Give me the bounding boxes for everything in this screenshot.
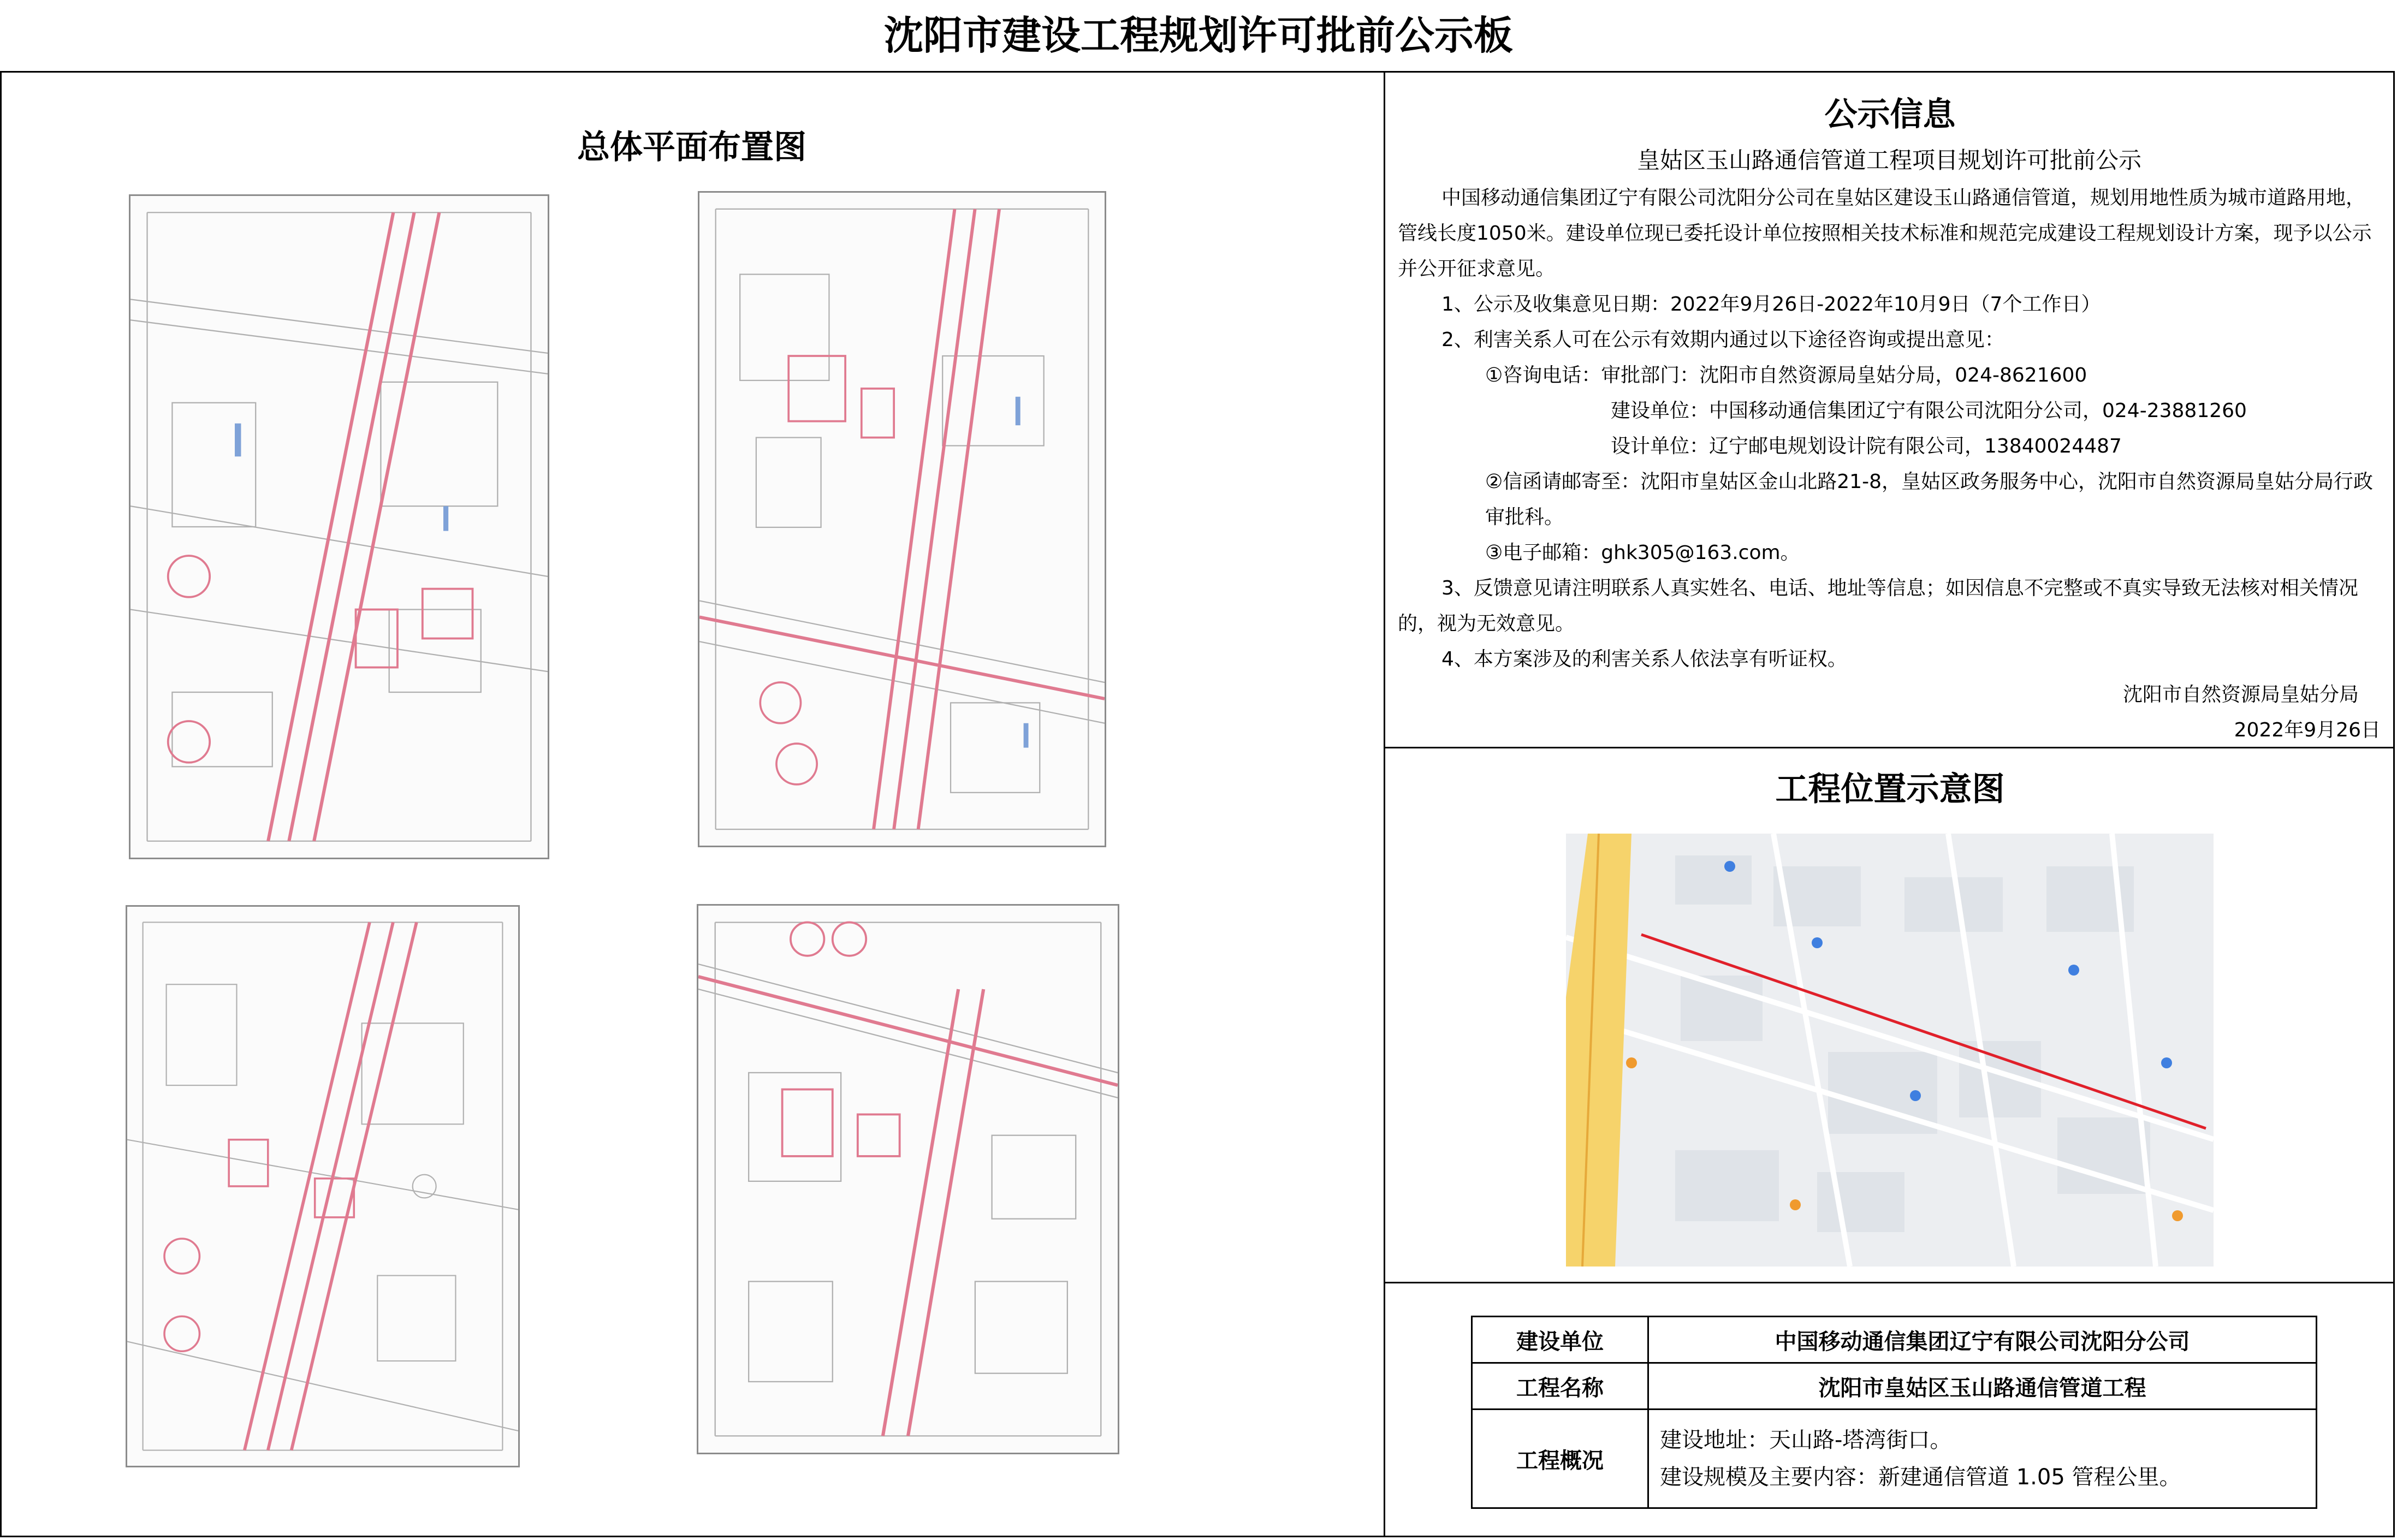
location-map <box>1566 834 2214 1267</box>
plan-sheet-4 <box>697 904 1119 1454</box>
notice-item-2: 2、利害关系人可在公示有效期内通过以下途径咨询或提出意见： <box>1441 329 2004 351</box>
notice-date: 2022年9月26日 <box>2234 719 2381 741</box>
divider-map-table <box>1384 1282 2395 1283</box>
table-key-project-name: 工程名称 <box>1472 1363 1648 1410</box>
plan-drawing-3 <box>127 907 518 1466</box>
plan-sheet-2 <box>698 191 1106 847</box>
notice-body <box>1398 180 2381 748</box>
notice-item-4: 4、本方案涉及的利害关系人依法享有听证权。 <box>1441 648 1847 670</box>
notice-item-1: 1、公示及收集意见日期：2022年9月26日-2022年10月9日（7个工作日） <box>1441 293 2101 316</box>
overview-scale: 建设规模及主要内容：新建通信管道 1.05 管程公里。 <box>1660 1465 2181 1490</box>
table-key-overview: 工程概况 <box>1472 1410 1648 1508</box>
notice-phone-builder: 建设单位：中国移动通信集团辽宁有限公司沈阳分公司，024-23881260 <box>1611 400 2247 422</box>
notice-signer: 沈阳市自然资源局皇姑分局 <box>2122 683 2359 706</box>
notice-subtitle: 皇姑区玉山路通信管道工程项目规划许可批前公示 <box>1636 147 2141 174</box>
plan-sheet-3 <box>126 905 520 1467</box>
plan-drawing-2 <box>699 193 1105 846</box>
table-row <box>1472 1363 2317 1410</box>
notice-mail: ②信函请邮寄至：沈阳市皇姑区金山北路21-8，皇姑区政务服务中心，沈阳市自然资源局皇姑分局行政审批科。 <box>1485 471 2373 528</box>
notice-item-3: 3、反馈意见请注明联系人真实姓名、电话、地址等信息；如因信息不完整或不真实导致无法核对相关情况的，视为无效意见。 <box>1398 577 2358 635</box>
table-row <box>1472 1317 2317 1363</box>
board-title: 沈阳市建设工程规划许可批前公示板 <box>883 13 1513 58</box>
table-key-builder: 建设单位 <box>1472 1317 1648 1363</box>
table-value-builder: 中国移动通信集团辽宁有限公司沈阳分公司 <box>1648 1317 2317 1363</box>
table-value-overview <box>1648 1410 2317 1508</box>
plan-sheet-1 <box>129 194 549 859</box>
project-info-table <box>1471 1316 2317 1509</box>
map-title: 工程位置示意图 <box>1775 770 2005 808</box>
notice-title: 公示信息 <box>1824 96 1956 134</box>
notice-phone-approval: ①咨询电话：审批部门：沈阳市自然资源局皇姑分局，024-8621600 <box>1485 364 2087 387</box>
overview-address: 建设地址：天山路-塔湾街口。 <box>1660 1428 1952 1453</box>
table-row <box>1472 1410 2317 1508</box>
notice-phone-designer: 设计单位：辽宁邮电规划设计院有限公司，13840024487 <box>1611 435 2122 457</box>
plan-drawing-1 <box>130 196 548 858</box>
plan-drawing-4 <box>698 906 1118 1453</box>
notice-email: ③电子邮箱：ghk305@163.com。 <box>1485 542 1800 564</box>
table-value-project-name: 沈阳市皇姑区玉山路通信管道工程 <box>1648 1363 2317 1410</box>
map-graphic <box>1566 834 2214 1267</box>
notice-intro: 中国移动通信集团辽宁有限公司沈阳分公司在皇姑区建设玉山路通信管道，规划用地性质为城市道路用地，管线长度1050米。建设单位现已委托设计单位按照相关技术标准和规范完成建设工程规划设计方案，现予以公示并公开征求意见。 <box>1398 187 2372 280</box>
plan-title: 总体平面布置图 <box>577 128 806 167</box>
